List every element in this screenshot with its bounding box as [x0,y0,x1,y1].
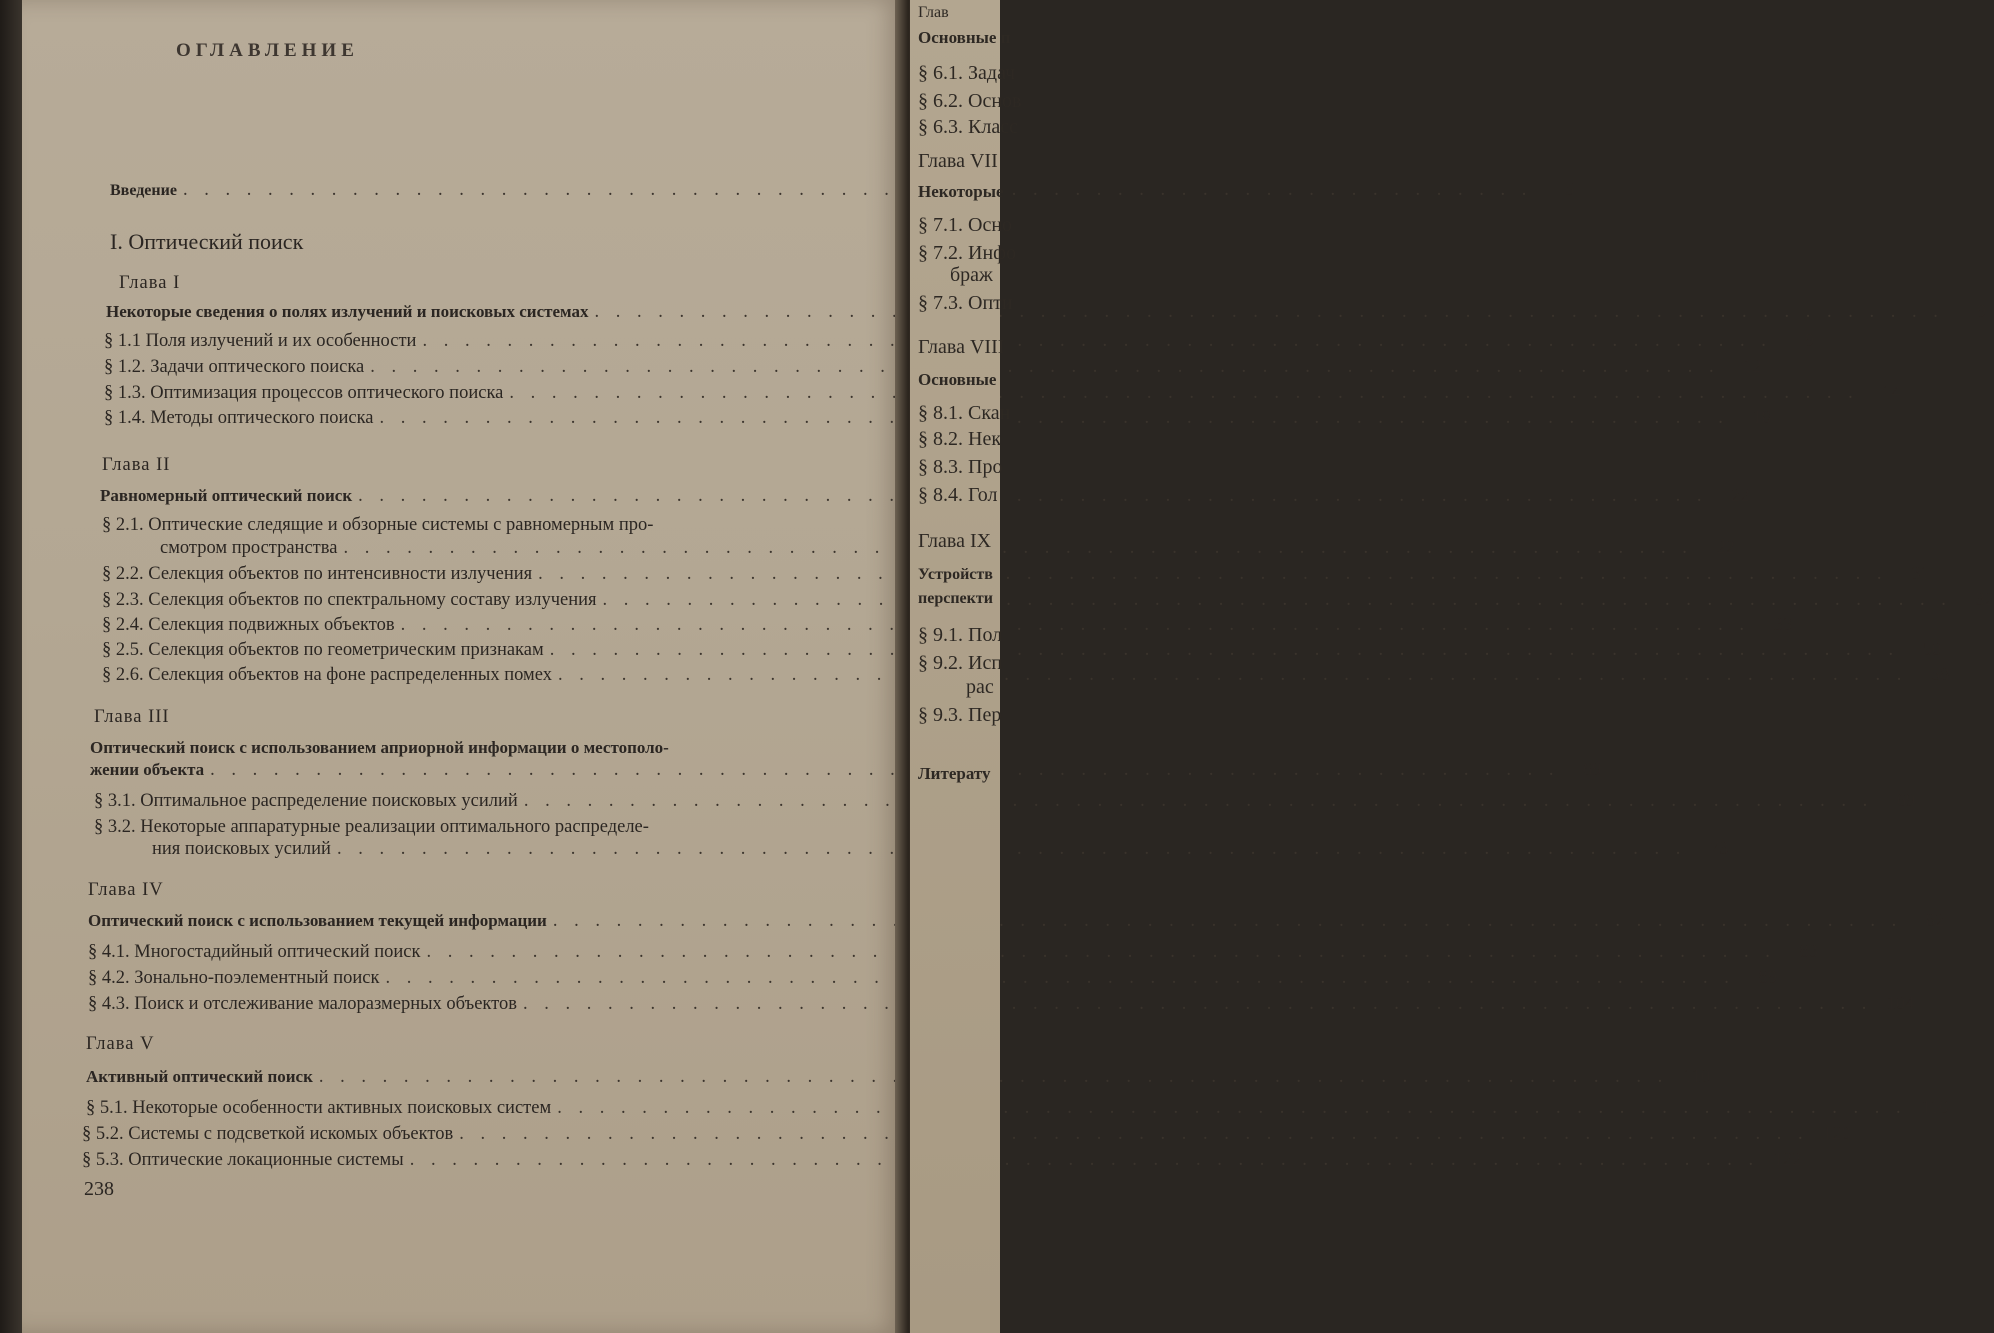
leader-dots [603,590,1952,611]
section-row [102,665,1950,686]
chapter-title: Активный оптический поиск [86,1067,313,1086]
right-page-line: § 8.1. Скан [918,402,1011,424]
section-page: 69 [1896,791,1916,811]
chapter-label: Глава IV [88,880,164,900]
right-page-line: § 9.3. Пер [918,704,1002,726]
section-page: 50 [1922,640,1942,660]
section-row [88,994,1915,1015]
section-label: § 1.1 Поля излучений и их особенности [104,331,417,351]
leader-dots [509,383,1858,404]
toc-entry-page: 69 [1583,760,1602,780]
right-page-line: § 8.3. Про [918,456,1003,478]
section-label: § 1.3. Оптимизация процессов оптического поиска [104,383,504,403]
right-page-line: § 8.4. Гол [918,484,998,506]
leader-dots [343,538,1692,559]
leader-dots [422,331,1771,352]
section-label: § 4.2. Зонально-поэлементный поиск [88,968,380,988]
section-label: § 5.2. Системы с подсветкой искомых объектов [82,1124,454,1144]
chapter-title: Равномерный оптический поиск [100,486,353,505]
right-page-line: § 8.2. Нек [918,428,1002,450]
section-row [102,640,1942,661]
leader-dots [401,615,1750,636]
section-page: 120 [1822,1124,1851,1144]
left-page-edge [0,0,22,1333]
section-label-line1: § 3.2. Некоторые аппаратурные реализации оптимального распределе- [94,817,649,837]
section-row [152,839,1729,860]
right-page-line: § 6.3. Класс [918,116,1018,138]
right-page-line: Глав [918,4,949,21]
section-page: 110 [1921,1098,1949,1118]
right-page-line: Некоторые [918,182,1004,201]
section-label: § 2.5. Селекция объектов по геометрическим признакам [102,640,544,660]
section-label: § 4.3. Поиск и отслеживание малоразмерных объектов [88,994,517,1014]
section-page: 9 [1804,331,1814,351]
section-page: 73 [1709,839,1729,859]
chapter-label: Глава I [119,273,181,293]
leader-dots [426,942,1775,963]
right-page-line: § 6.2. Основ [918,90,1022,112]
section-label: § 5.3. Оптические локационные системы [82,1150,404,1170]
right-page-fragment [910,0,1022,1333]
chapter-title: Оптический поиск с использованием текущей информации [88,911,547,930]
toc-entry-label: Введение [110,182,177,199]
section-page: 31 [1911,564,1930,584]
section-page: 83 [1799,942,1818,962]
section-label-line1: § 2.1. Оптические следящие и обзорные системы с равномерным про- [102,515,654,535]
chapter-title-line1: Оптический поиск с использованием априорной информации о местополо- [90,738,669,757]
leader-dots [380,408,1729,429]
toc-entry-page: 82 [1925,911,1945,931]
section-row [86,1098,1949,1119]
section-row [82,1124,1851,1145]
section-page: 32 [1975,590,1994,610]
section-page: 104 [1886,994,1915,1014]
section-page: 58 [1930,665,1950,685]
chapter-title-line2: жении объекта [90,760,205,779]
leader-dots [553,911,1902,932]
right-page-line: Литерату [918,764,991,783]
chapter-label: Глава II [102,455,171,475]
section-row [104,383,1901,404]
leader-dots [595,302,1944,323]
leader-dots [524,791,1873,812]
page-number: 238 [84,1178,114,1200]
leader-dots [337,839,1686,860]
leader-dots [550,640,1899,661]
page-heading: ОГЛАВЛЕНИЕ [176,40,359,61]
chapter-label: Глава V [86,1034,155,1054]
right-page-line: перспекти [918,590,993,607]
leader-dots [558,665,1907,686]
right-page-line: § 9.2. Исп [918,652,1003,674]
right-page-line: § 7.3. Опти [918,292,1013,314]
toc-entry-page: 9 [1976,302,1986,322]
section-page: 89 [1758,968,1777,988]
right-page-line: Устройств [918,566,993,583]
section-row [94,791,1916,812]
leader-dots [523,994,1872,1015]
right-page-line: Глава VIII [918,336,1005,358]
section-label: § 2.4. Селекция подвижных объектов [102,615,395,635]
chapter-title-row [86,1067,1711,1088]
right-page-line: Глава IX [918,530,992,552]
chapter-title: Некоторые сведения о полях излучений и поисковых системах [106,302,589,321]
section-label: § 1.4. Методы оптического поиска [104,408,374,428]
chapter-title-row [88,911,1945,932]
leader-dots [410,1150,1759,1171]
section-label: § 1.2. Задачи оптического поиска [104,357,365,377]
section-label: § 3.1. Оптимальное распределение поисковых усилий [94,791,518,811]
right-page-line: § 7.2. Инфо [918,242,1017,264]
section-label-line2: ния поисковых усилий [152,839,331,859]
leader-dots [459,1124,1808,1145]
leader-dots [210,760,1559,781]
right-page-line: браж [950,264,993,286]
right-page-line: Глава VII [918,150,998,172]
chapter-label: Глава III [94,707,170,727]
right-page-line: Основные п [918,28,1011,47]
section-page: 122 [1773,1150,1802,1170]
section-label: § 4.1. Многостадийный оптический поиск [88,942,421,962]
toc-entry-page: 110 [1683,1067,1711,1087]
right-page-line: рас [966,676,994,698]
section-row [88,968,1777,989]
leader-dots [183,180,1532,201]
leader-dots [358,486,1707,507]
right-page-line: Основные [918,370,997,389]
right-page-line: § 7.1. Осно [918,214,1013,236]
section-label: § 2.6. Селекция объектов на фоне распределенных помех [102,665,552,685]
leader-dots [370,357,1719,378]
section-page: 33 [1773,615,1792,635]
leader-dots [557,1098,1906,1119]
section-page: 14 [1882,383,1901,403]
toc-entry-page: 5 [1565,180,1575,200]
section-row [82,1150,1802,1171]
part-title: I. Оптический поиск [110,229,304,254]
leader-dots [385,968,1734,989]
leader-dots [538,564,1887,585]
section-label: § 2.2. Селекция объектов по интенсивности излучения [102,564,533,584]
toc-entry-page: 22 [1731,486,1750,506]
section-row [88,942,1818,963]
section-page: 12 [1743,357,1762,377]
section-page: 18 [1752,408,1771,428]
section-page: 22 [1716,538,1735,558]
section-label: § 2.3. Селекция объектов по спектральному составу излучения [102,590,597,610]
section-label-line2: смотром пространства [160,538,338,558]
right-page-line: § 6.1. Задач [918,62,1016,84]
right-page-line: § 9.1. Пол [918,624,1003,646]
section-row [104,357,1762,378]
section-label: § 5.1. Некоторые особенности активных поисковых систем [86,1098,552,1118]
